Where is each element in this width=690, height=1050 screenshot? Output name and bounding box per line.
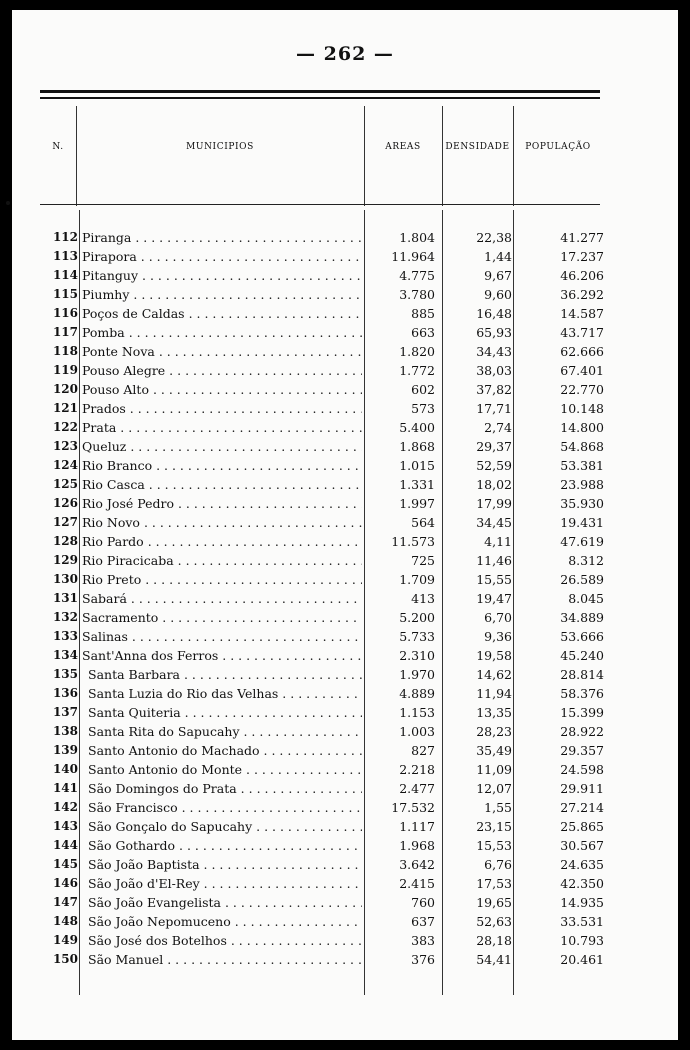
populacao-value: 8.045 bbox=[568, 591, 604, 606]
municipio-name: Santa Luzia do Rio das Velhas . . . bbox=[88, 684, 362, 703]
populacao-value: 54.868 bbox=[560, 439, 604, 454]
header-bottom-rule bbox=[40, 204, 600, 205]
row-number: 134 bbox=[52, 648, 78, 662]
populacao-value: 23.988 bbox=[560, 477, 604, 492]
table-row bbox=[12, 703, 678, 722]
densidade-value: 17,99 bbox=[476, 496, 512, 511]
municipio-name: Sacramento . . . bbox=[82, 608, 362, 627]
densidade-value: 1,55 bbox=[484, 800, 512, 815]
row-number: 147 bbox=[52, 895, 78, 909]
densidade-value: 34,43 bbox=[476, 344, 512, 359]
area-value: 1.331 bbox=[399, 477, 435, 492]
row-number: 118 bbox=[52, 344, 78, 358]
municipio-name: Pouso Alegre . . . bbox=[82, 361, 362, 380]
densidade-value: 15,53 bbox=[476, 838, 512, 853]
populacao-value: 33.531 bbox=[560, 914, 604, 929]
populacao-value: 58.376 bbox=[560, 686, 604, 701]
table-row bbox=[12, 741, 678, 760]
populacao-value: 29.357 bbox=[560, 743, 604, 758]
densidade-value: 9,60 bbox=[484, 287, 512, 302]
area-value: 637 bbox=[411, 914, 435, 929]
table-row bbox=[12, 551, 678, 570]
table-row bbox=[12, 304, 678, 323]
populacao-value: 25.865 bbox=[560, 819, 604, 834]
densidade-value: 23,15 bbox=[476, 819, 512, 834]
populacao-value: 19.431 bbox=[560, 515, 604, 530]
row-number: 142 bbox=[52, 800, 78, 814]
row-number: 136 bbox=[52, 686, 78, 700]
area-value: 4.889 bbox=[399, 686, 435, 701]
municipio-name: Pitanguy . . . bbox=[82, 266, 362, 285]
table-row bbox=[12, 627, 678, 646]
row-number: 126 bbox=[52, 496, 78, 510]
populacao-value: 17.237 bbox=[560, 249, 604, 264]
densidade-value: 35,49 bbox=[476, 743, 512, 758]
table-row bbox=[12, 513, 678, 532]
row-number: 124 bbox=[52, 458, 78, 472]
table-row bbox=[12, 323, 678, 342]
municipio-name: Piranga . . . bbox=[82, 228, 362, 247]
row-number: 115 bbox=[52, 287, 78, 301]
populacao-value: 8.312 bbox=[568, 553, 604, 568]
row-number: 116 bbox=[52, 306, 78, 320]
densidade-value: 19,47 bbox=[476, 591, 512, 606]
populacao-value: 14.800 bbox=[560, 420, 604, 435]
densidade-value: 15,55 bbox=[476, 572, 512, 587]
populacao-value: 27.214 bbox=[560, 800, 604, 815]
table-row bbox=[12, 285, 678, 304]
municipio-name: São João Nepomuceno . . . bbox=[88, 912, 362, 931]
populacao-value: 53.666 bbox=[560, 629, 604, 644]
populacao-value: 28.922 bbox=[560, 724, 604, 739]
densidade-value: 2,74 bbox=[484, 420, 512, 435]
densidade-value: 34,45 bbox=[476, 515, 512, 530]
table-row bbox=[12, 608, 678, 627]
table-row bbox=[12, 874, 678, 893]
populacao-value: 34.889 bbox=[560, 610, 604, 625]
area-value: 1.968 bbox=[399, 838, 435, 853]
row-number: 120 bbox=[52, 382, 78, 396]
densidade-value: 17,53 bbox=[476, 876, 512, 891]
row-number: 146 bbox=[52, 876, 78, 890]
densidade-value: 37,82 bbox=[476, 382, 512, 397]
populacao-value: 14.587 bbox=[560, 306, 604, 321]
ink-dot bbox=[6, 201, 10, 205]
municipio-name: Rio Preto . . . bbox=[82, 570, 362, 589]
densidade-value: 12,07 bbox=[476, 781, 512, 796]
area-value: 1.820 bbox=[399, 344, 435, 359]
municipio-name: São Gonçalo do Sapucahy . . . bbox=[88, 817, 362, 836]
densidade-value: 38,03 bbox=[476, 363, 512, 378]
row-number: 139 bbox=[52, 743, 78, 757]
densidade-value: 65,93 bbox=[476, 325, 512, 340]
header-rule bbox=[40, 97, 600, 99]
table-row bbox=[12, 456, 678, 475]
populacao-value: 35.930 bbox=[560, 496, 604, 511]
municipio-name: São Manuel . . . bbox=[88, 950, 362, 969]
populacao-value: 36.292 bbox=[560, 287, 604, 302]
area-value: 383 bbox=[411, 933, 435, 948]
row-number: 150 bbox=[52, 952, 78, 966]
table-row bbox=[12, 665, 678, 684]
table-row bbox=[12, 418, 678, 437]
densidade-value: 17,71 bbox=[476, 401, 512, 416]
area-value: 663 bbox=[411, 325, 435, 340]
populacao-value: 24.598 bbox=[560, 762, 604, 777]
area-value: 11.964 bbox=[391, 249, 435, 264]
municipio-name: Sabará . . . bbox=[82, 589, 362, 608]
populacao-value: 30.567 bbox=[560, 838, 604, 853]
populacao-value: 10.148 bbox=[560, 401, 604, 416]
header-rule bbox=[40, 90, 600, 93]
area-value: 1.997 bbox=[399, 496, 435, 511]
row-number: 129 bbox=[52, 553, 78, 567]
row-number: 141 bbox=[52, 781, 78, 795]
area-value: 4.775 bbox=[399, 268, 435, 283]
populacao-value: 22.770 bbox=[560, 382, 604, 397]
area-value: 17.532 bbox=[391, 800, 435, 815]
area-value: 1.970 bbox=[399, 667, 435, 682]
populacao-value: 15.399 bbox=[560, 705, 604, 720]
municipio-name: Santo Antonio do Monte . . . bbox=[88, 760, 362, 779]
municipio-name: Santa Quiteria . . . bbox=[88, 703, 362, 722]
area-value: 3.780 bbox=[399, 287, 435, 302]
municipio-name: Pirapora . . . bbox=[82, 247, 362, 266]
table-row bbox=[12, 532, 678, 551]
table-row bbox=[12, 779, 678, 798]
densidade-value: 54,41 bbox=[476, 952, 512, 967]
municipio-name: Rio Novo . . . bbox=[82, 513, 362, 532]
densidade-value: 6,70 bbox=[484, 610, 512, 625]
table-row bbox=[12, 266, 678, 285]
document-page bbox=[12, 10, 678, 1040]
table-row bbox=[12, 570, 678, 589]
column-divider bbox=[513, 106, 514, 206]
area-value: 1.772 bbox=[399, 363, 435, 378]
area-value: 1.709 bbox=[399, 572, 435, 587]
municipio-name: São João d'El-Rey . . . bbox=[88, 874, 362, 893]
municipio-name: Poços de Caldas . . . bbox=[82, 304, 362, 323]
municipio-name: Rio José Pedro . . . bbox=[82, 494, 362, 513]
table-row bbox=[12, 399, 678, 418]
row-number: 143 bbox=[52, 819, 78, 833]
table-row bbox=[12, 228, 678, 247]
populacao-value: 67.401 bbox=[560, 363, 604, 378]
densidade-value: 11,09 bbox=[476, 762, 512, 777]
municipio-name: Prados . . . bbox=[82, 399, 362, 418]
row-number: 119 bbox=[52, 363, 78, 377]
header-n: N. bbox=[52, 142, 64, 152]
row-number: 148 bbox=[52, 914, 78, 928]
populacao-value: 43.717 bbox=[560, 325, 604, 340]
densidade-value: 4,11 bbox=[484, 534, 512, 549]
densidade-value: 18,02 bbox=[476, 477, 512, 492]
densidade-value: 11,94 bbox=[476, 686, 512, 701]
municipio-name: São Domingos do Prata . . . bbox=[88, 779, 362, 798]
table-row bbox=[12, 475, 678, 494]
row-number: 128 bbox=[52, 534, 78, 548]
row-number: 132 bbox=[52, 610, 78, 624]
row-number: 114 bbox=[52, 268, 78, 282]
populacao-value: 29.911 bbox=[560, 781, 604, 796]
municipio-name: São João Baptista . . . bbox=[88, 855, 362, 874]
area-value: 725 bbox=[411, 553, 435, 568]
municipio-name: Santa Barbara . . . bbox=[88, 665, 362, 684]
densidade-value: 52,59 bbox=[476, 458, 512, 473]
densidade-value: 19,58 bbox=[476, 648, 512, 663]
table-row bbox=[12, 931, 678, 950]
municipio-name: Rio Branco . . . bbox=[82, 456, 362, 475]
header-populacao: POPULAÇÃO bbox=[525, 142, 591, 152]
row-number: 122 bbox=[52, 420, 78, 434]
table-row bbox=[12, 836, 678, 855]
table-row bbox=[12, 912, 678, 931]
municipio-name: Piumhy . . . bbox=[82, 285, 362, 304]
table-body bbox=[12, 228, 678, 969]
row-number: 117 bbox=[52, 325, 78, 339]
page-number: — 262 — bbox=[296, 43, 394, 65]
table-row bbox=[12, 722, 678, 741]
area-value: 2.415 bbox=[399, 876, 435, 891]
table-row bbox=[12, 646, 678, 665]
column-divider bbox=[364, 106, 365, 206]
table-row bbox=[12, 855, 678, 874]
area-value: 885 bbox=[411, 306, 435, 321]
densidade-value: 29,37 bbox=[476, 439, 512, 454]
table-row bbox=[12, 361, 678, 380]
row-number: 125 bbox=[52, 477, 78, 491]
table-row bbox=[12, 817, 678, 836]
densidade-value: 28,18 bbox=[476, 933, 512, 948]
municipio-name: Pouso Alto . . . bbox=[82, 380, 362, 399]
row-number: 112 bbox=[52, 230, 78, 244]
municipio-name: Santo Antonio do Machado . . . bbox=[88, 741, 362, 760]
populacao-value: 24.635 bbox=[560, 857, 604, 872]
row-number: 140 bbox=[52, 762, 78, 776]
municipio-name: Prata . . . bbox=[82, 418, 362, 437]
row-number: 127 bbox=[52, 515, 78, 529]
area-value: 827 bbox=[411, 743, 435, 758]
row-number: 144 bbox=[52, 838, 78, 852]
area-value: 376 bbox=[411, 952, 435, 967]
populacao-value: 20.461 bbox=[560, 952, 604, 967]
row-number: 133 bbox=[52, 629, 78, 643]
row-number: 121 bbox=[52, 401, 78, 415]
densidade-value: 6,76 bbox=[484, 857, 512, 872]
densidade-value: 11,46 bbox=[476, 553, 512, 568]
area-value: 2.218 bbox=[399, 762, 435, 777]
row-number: 137 bbox=[52, 705, 78, 719]
table-row bbox=[12, 893, 678, 912]
municipio-name: São Gothardo . . . bbox=[88, 836, 362, 855]
area-value: 760 bbox=[411, 895, 435, 910]
table-row bbox=[12, 342, 678, 361]
area-value: 564 bbox=[411, 515, 435, 530]
column-divider bbox=[76, 106, 77, 206]
header-municipios: MUNICIPIOS bbox=[186, 142, 254, 152]
area-value: 11.573 bbox=[391, 534, 435, 549]
populacao-value: 45.240 bbox=[560, 648, 604, 663]
area-value: 413 bbox=[411, 591, 435, 606]
densidade-value: 52,63 bbox=[476, 914, 512, 929]
area-value: 602 bbox=[411, 382, 435, 397]
area-value: 1.804 bbox=[399, 230, 435, 245]
area-value: 573 bbox=[411, 401, 435, 416]
municipio-name: Pomba . . . bbox=[82, 323, 362, 342]
table-row bbox=[12, 380, 678, 399]
populacao-value: 28.814 bbox=[560, 667, 604, 682]
row-number: 149 bbox=[52, 933, 78, 947]
densidade-value: 28,23 bbox=[476, 724, 512, 739]
header-densidade: DENSIDADE bbox=[445, 142, 510, 152]
row-number: 130 bbox=[52, 572, 78, 586]
area-value: 1.153 bbox=[399, 705, 435, 720]
densidade-value: 13,35 bbox=[476, 705, 512, 720]
densidade-value: 14,62 bbox=[476, 667, 512, 682]
row-number: 135 bbox=[52, 667, 78, 681]
populacao-value: 26.589 bbox=[560, 572, 604, 587]
densidade-value: 16,48 bbox=[476, 306, 512, 321]
table-row bbox=[12, 437, 678, 456]
table-row bbox=[12, 494, 678, 513]
populacao-value: 47.619 bbox=[560, 534, 604, 549]
area-value: 5.733 bbox=[399, 629, 435, 644]
row-number: 138 bbox=[52, 724, 78, 738]
column-divider bbox=[442, 106, 443, 206]
densidade-value: 9,67 bbox=[484, 268, 512, 283]
populacao-value: 14.935 bbox=[560, 895, 604, 910]
row-number: 113 bbox=[52, 249, 78, 263]
populacao-value: 53.381 bbox=[560, 458, 604, 473]
row-number: 145 bbox=[52, 857, 78, 871]
municipio-name: Sant'Anna dos Ferros . . . bbox=[82, 646, 362, 665]
table-row bbox=[12, 798, 678, 817]
densidade-value: 22,38 bbox=[476, 230, 512, 245]
municipio-name: Rio Casca . . . bbox=[82, 475, 362, 494]
table-row bbox=[12, 950, 678, 969]
municipio-name: Rio Piracicaba . . . bbox=[82, 551, 362, 570]
populacao-value: 42.350 bbox=[560, 876, 604, 891]
populacao-value: 10.793 bbox=[560, 933, 604, 948]
area-value: 1.003 bbox=[399, 724, 435, 739]
populacao-value: 41.277 bbox=[560, 230, 604, 245]
area-value: 2.310 bbox=[399, 648, 435, 663]
table-row bbox=[12, 247, 678, 266]
area-value: 1.868 bbox=[399, 439, 435, 454]
area-value: 5.200 bbox=[399, 610, 435, 625]
municipio-name: Ponte Nova . . . bbox=[82, 342, 362, 361]
header-areas: AREAS bbox=[385, 142, 421, 152]
municipio-name: Salinas . . . bbox=[82, 627, 362, 646]
area-value: 3.642 bbox=[399, 857, 435, 872]
densidade-value: 9,36 bbox=[484, 629, 512, 644]
area-value: 1.015 bbox=[399, 458, 435, 473]
table-row bbox=[12, 760, 678, 779]
populacao-value: 46.206 bbox=[560, 268, 604, 283]
densidade-value: 1,44 bbox=[484, 249, 512, 264]
area-value: 2.477 bbox=[399, 781, 435, 796]
row-number: 123 bbox=[52, 439, 78, 453]
row-number: 131 bbox=[52, 591, 78, 605]
municipio-name: Santa Rita do Sapucahy . . . bbox=[88, 722, 362, 741]
densidade-value: 19,65 bbox=[476, 895, 512, 910]
municipio-name: São José dos Botelhos . . . bbox=[88, 931, 362, 950]
municipio-name: São João Evangelista . . . bbox=[88, 893, 362, 912]
table-row bbox=[12, 684, 678, 703]
table-row bbox=[12, 589, 678, 608]
municipio-name: Rio Pardo . . . bbox=[82, 532, 362, 551]
area-value: 5.400 bbox=[399, 420, 435, 435]
area-value: 1.117 bbox=[399, 819, 435, 834]
municipio-name: São Francisco . . . bbox=[88, 798, 362, 817]
municipio-name: Queluz . . . bbox=[82, 437, 362, 456]
populacao-value: 62.666 bbox=[560, 344, 604, 359]
